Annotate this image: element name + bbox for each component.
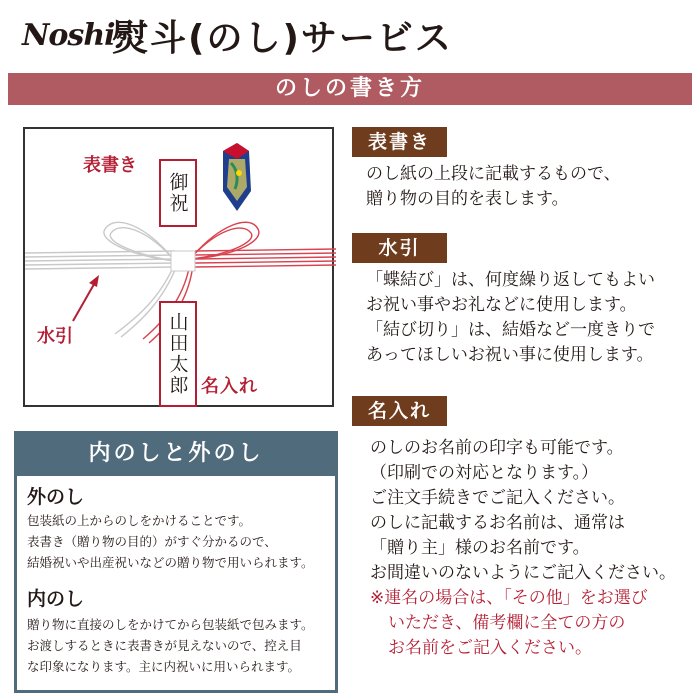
knot xyxy=(171,251,195,271)
note-line: お名前をご記入ください。 xyxy=(388,638,592,658)
note-line: ※連名の場合は、「その他」をお選び xyxy=(370,588,648,608)
omotegaki-text: 御祝 xyxy=(166,172,189,214)
text-line: 「贈り主」様のお名前です。 xyxy=(370,538,590,558)
uchi-noshi-title: 内のし xyxy=(27,588,85,610)
noshi-logo: Noshi xyxy=(22,18,115,53)
naire-description xyxy=(370,436,676,661)
omotegaki-description xyxy=(366,162,621,212)
label-omotegaki: 表書き xyxy=(83,155,137,176)
label-mizuhiki: 水引 xyxy=(37,326,73,347)
text-line: ご注文手続きでご記入ください。 xyxy=(370,488,625,508)
label-naire: 名入れ xyxy=(201,376,258,397)
noshi-diagram xyxy=(23,127,334,407)
tag-naire: 名入れ xyxy=(352,396,447,426)
text-line: お渡しするときに表書きが見えないので、控え目 xyxy=(27,638,302,653)
text-line: あってほしいお祝い事に使用します。 xyxy=(366,345,654,365)
text-line: 贈り物に直接のしをかけてから包装紙で包みます。 xyxy=(27,617,314,632)
text-line: 「結び切り」は、結婚など一度きりで xyxy=(366,320,655,340)
banner-title: のしの書き方 xyxy=(274,76,425,101)
text-line: のしのお名前の印字も可能です。 xyxy=(370,438,624,458)
text-line: 結婚祝いや出産祝いなどの贈り物で用いられます。 xyxy=(27,555,314,570)
note-line: いただき、備考欄に全ての方の xyxy=(388,613,626,633)
uchi-noshi-description xyxy=(27,614,314,677)
arrow-icon xyxy=(73,275,99,321)
text-line: 包装紙の上からのしをかけることです。 xyxy=(27,513,252,528)
text-line: のしに記載するお名前は、通常は xyxy=(370,513,625,533)
text-line: お間違いのないようにご記入ください。 xyxy=(370,563,676,583)
omotegaki-box xyxy=(159,159,197,227)
name-text: 山田太郎 xyxy=(166,312,189,396)
tag-mizuhiki: 水引 xyxy=(352,233,447,263)
section-banner xyxy=(8,73,692,105)
soto-noshi-description xyxy=(27,510,314,573)
tag-omotegaki: 表書き xyxy=(352,127,447,157)
text-line: な印象になります。主に内祝いに用いられます。 xyxy=(27,659,301,674)
mizuhiki-description xyxy=(366,268,655,368)
text-line: 贈り物の目的を表します。 xyxy=(366,189,569,209)
text-line: お祝い事やお礼などに使用します。 xyxy=(366,295,637,315)
uchi-soto-noshi-panel xyxy=(14,431,338,693)
noshi-ornament-icon xyxy=(223,143,251,211)
name-box xyxy=(159,301,197,407)
text-line: （印刷での対応となります。） xyxy=(370,463,599,483)
text-line: のし紙の上段に記載するもので、 xyxy=(366,164,621,184)
page-title: 熨斗(のし)サービス xyxy=(112,18,453,59)
text-line: 「蝶結び」は、何度繰り返してもよい xyxy=(366,270,655,290)
panel-title: 内のしと外のし xyxy=(17,434,335,476)
text-line: 表書き（贈り物の目的）がすぐ分かるので、 xyxy=(27,534,277,549)
soto-noshi-title: 外のし xyxy=(27,486,85,508)
